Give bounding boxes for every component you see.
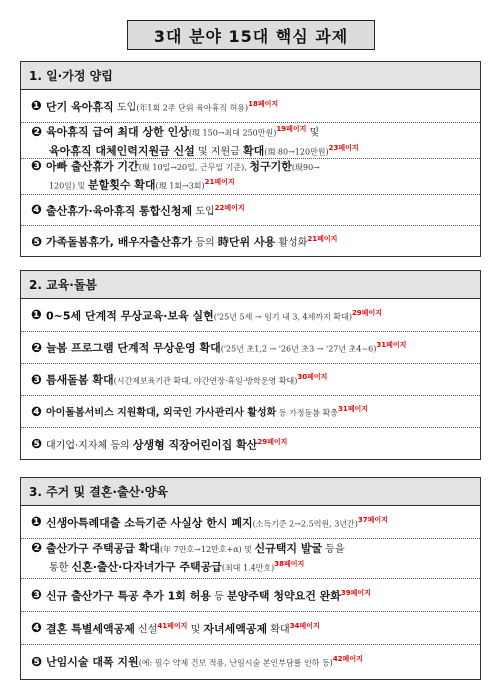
section-education-care [20,270,481,460]
page-ref: 19페이지 [276,125,307,133]
item-number: ❷ [31,124,43,140]
section-heading: 3. 주거 및 결혼·출산·양육 [21,478,480,506]
item-number: ❶ [31,515,43,531]
page-ref: 42페이지 [332,655,363,664]
item-number: ❹ [31,203,43,219]
list-item: ❺ 가족돌봄휴가, 배우자출산휴가 등의 時단위 사용 활성화$^{21페이지}$ [31,234,338,250]
item-number: ❹ [31,621,43,637]
page-ref: 38페이지 [274,560,305,569]
item-number: ❹ [31,404,43,420]
list-item: ❹ 아이돌봄서비스 지원확대, 외국인 가사관리사 활성화 등 가정돌봄 확충$^{31페이지}$ [21,396,480,428]
page-ref: 30페이지 [297,373,328,382]
item-number: ❷ [31,541,43,557]
list-item: ❸ 틈새돌봄 확대(시간제보육기관 확대, 야간연장·휴일·방학운영 확대)$^{30페이지}$ [21,364,480,396]
page-ref: 18페이지 [248,99,279,108]
page-ref: 41페이지 [157,621,188,630]
list-item: ❸ 아빠 출산휴가 기간(現 10일→20일, 근무일 기준), 청구기한(現90→ 120일) 및 분할횟수 확대(現 1회→3회)$^{21페이지}$ [21,159,480,195]
item-number: ❸ [31,588,43,604]
item-number: ❶ [31,308,43,324]
section-housing-birth [20,477,481,680]
item-number: ❸ [31,372,43,388]
item-number: ❷ [31,340,43,356]
item-number: ❺ [31,654,43,670]
section-work-family [20,61,481,257]
list-item: ❶ 0~5세 단계적 무상교육·보육 실현('25년 5세 → 임기 내 3, 4세까지 확대)$^{29페이지}$ [21,299,480,332]
list-item: ❷ 출산가구 주택공급 확대(年 7만호→12만호+α) 및 신규택지 발굴 등을 통한 신혼·출산·다자녀가구 주택공급(최대 1.4만호)$^{38페이지}$ [21,539,480,579]
list-item: ❷ 육아휴직 급여 최대 상한 인상(現 150→최대 250만원)$^{19페이지}$ 및 육아휴직 대체인력지원금 신설 및 지원금 확대(現 80→120만원)$^{23페이지}$ [21,123,480,159]
page-ref: 23페이지 [328,143,359,152]
page-ref: 39페이지 [340,588,371,597]
list-item: ❹ 결혼 특별세액공제 신설$^{41페이지}$ 및 자녀세액공제 확대$^{34페이지}$ [21,612,480,645]
page-ref: 31페이지 [376,341,407,350]
list-item: ❺ 대기업·지자체 등의 상생형 직장어린이집 확산$^{29페이지}$ [31,437,288,453]
section-heading: 1. 일·가정 양립 [21,62,480,90]
item-number: ❸ [31,159,43,175]
page-title: 3대 분야 15대 핵심 과제 [127,20,375,50]
list-item: ❸ 신규 출산가구 특공 추가 1회 허용 등 분양주택 청약요건 완화$^{39페이지}$ [21,579,480,612]
list-item: ❶ 단기 육아휴직 도입(年1회 2주 단위 육아휴직 허용)$^{18페이지}$ [21,90,480,123]
list-item: ❺ 난임시술 대폭 지원(예: 필수 약제 건보 적용, 난임시술 본인부담률 인하 등)$^{42페이지}$ [31,654,363,670]
page-ref: 29페이지 [257,437,288,446]
section-heading: 2. 교육·돌봄 [21,271,480,299]
list-item: ❷ 늘봄 프로그램 단계적 무상운영 확대('25년 초1,2 → '26년 초3 → '27년 초4~6)$^{31페이지}$ [21,332,480,364]
item-number: ❺ [31,437,43,453]
page-ref: 31페이지 [338,405,369,414]
page-ref: 21페이지 [307,235,338,244]
page-ref: 34페이지 [289,621,320,630]
page-ref: 37페이지 [357,515,388,524]
page-ref: 22페이지 [214,203,245,212]
page-ref: 21페이지 [204,178,235,187]
item-number: ❺ [31,234,43,250]
list-item: ❶ 신생아특례대출 소득기준 사실상 한시 폐지(소득기준 2→2.5억원, 3년간)$^{37페이지}$ [21,506,480,539]
item-number: ❶ [31,99,43,115]
page-ref: 29페이지 [351,308,382,317]
list-item: ❹ 출산휴가·육아휴직 통합신청제 도입$^{22페이지}$ [21,195,480,226]
